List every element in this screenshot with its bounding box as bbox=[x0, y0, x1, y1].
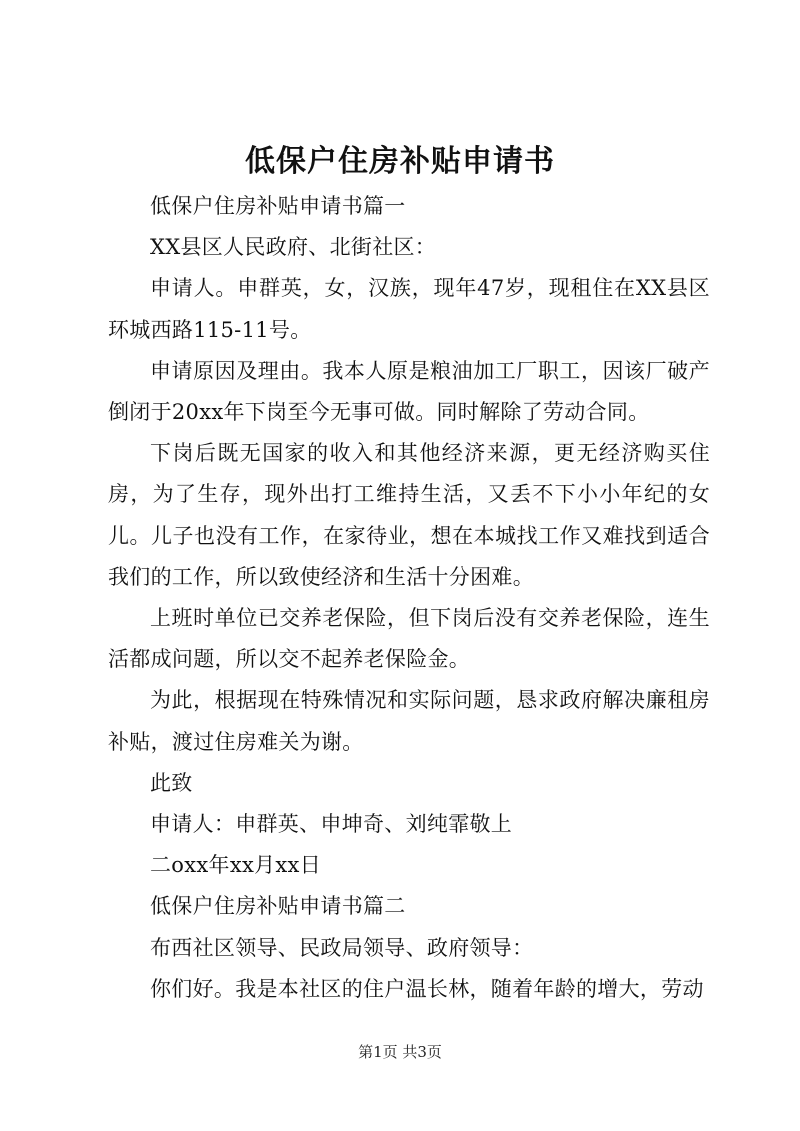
salutation-1: XX县区人民政府、北街社区： bbox=[150, 235, 437, 260]
section-heading-2: 低保户住房补贴申请书篇二 bbox=[150, 894, 406, 919]
paragraph-greeting: 你们好。我是本社区的住户温长林，随着年龄的增大，劳动 bbox=[150, 976, 704, 1001]
paragraph-request: 为此，根据现在特殊情况和实际问题，恳求政府解决廉租房补贴，渡过住房难关为谢。 bbox=[108, 688, 710, 754]
salutation-2: 布西社区领导、民政局领导、政府领导： bbox=[150, 935, 534, 960]
closing-phrase: 此致 bbox=[150, 770, 193, 795]
document-body bbox=[108, 186, 710, 1010]
paragraph-applicant: 申请人。申群英，女，汉族，现年47岁，现租住在XX县区环城西路115-11号。 bbox=[108, 276, 710, 342]
paragraph-reason: 申请原因及理由。我本人原是粮油加工厂职工，因该厂破产倒闭于20xx年下岗至今无事可做。同时解除了劳动合同。 bbox=[108, 358, 710, 425]
document-title: 低保户住房补贴申请书 bbox=[245, 144, 555, 179]
signature-line: 申请人：申群英、申坤奇、刘纯霏敬上 bbox=[150, 812, 513, 837]
paragraph-insurance: 上班时单位已交养老保险，但下岗后没有交养老保险，连生活都成问题，所以交不起养老保险金。 bbox=[108, 606, 710, 672]
paragraph-hardship: 下岗后既无国家的收入和其他经济来源，更无经济购买住房，为了生存，现外出打工维持生活，又丢不下小小年纪的女儿。儿子也没有工作，在家待业，想在本城找工作又难找到适合我们的工作，所以致使经济和生活十分困难。 bbox=[108, 441, 710, 589]
page-footer: 第1页 共3页 bbox=[358, 1043, 442, 1061]
section-heading-1: 低保户住房补贴申请书篇一 bbox=[150, 194, 406, 218]
date-line: 二oxx年xx月xx日 bbox=[150, 853, 322, 878]
